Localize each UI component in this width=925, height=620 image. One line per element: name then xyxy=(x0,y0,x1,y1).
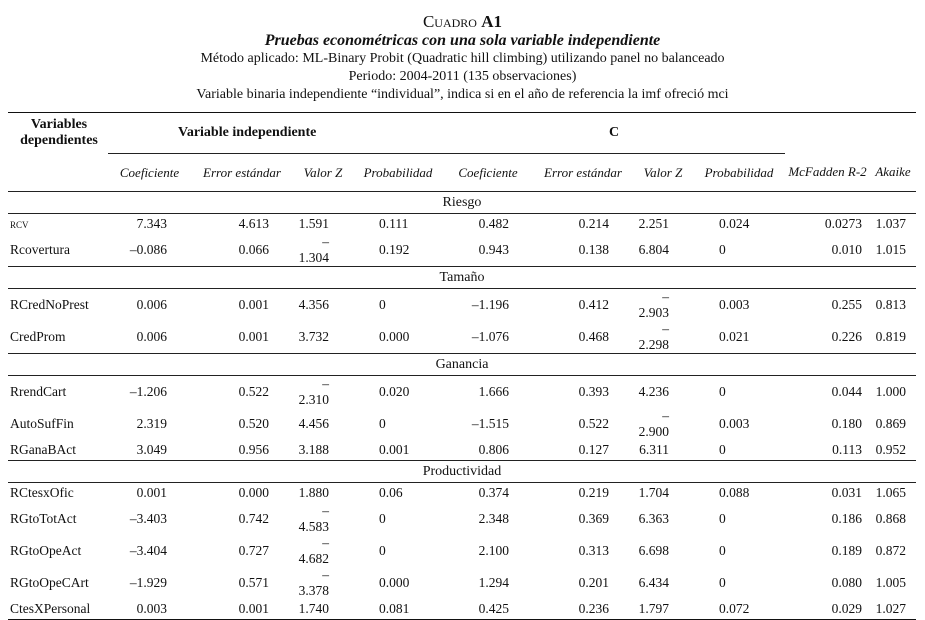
table-cell: 0.374 xyxy=(478,485,509,500)
column-header: Valor Z xyxy=(633,154,693,192)
table-cell: 0.520 xyxy=(238,416,269,431)
column-header: Coeficiente xyxy=(108,154,191,192)
table-cell: 2.100 xyxy=(478,543,509,558)
table-cell: 0.869 xyxy=(875,416,906,431)
table-cell: 0.482 xyxy=(478,216,509,231)
table-cell: 1.704 xyxy=(638,485,669,500)
caption-label: Cuadro A1 xyxy=(422,12,503,31)
table-cell: –1.515 xyxy=(471,416,509,431)
table-cell: 0.127 xyxy=(578,442,609,457)
table-cell: 4.456 xyxy=(298,416,329,431)
table-row xyxy=(8,535,916,567)
table-cell: 0.000 xyxy=(379,329,410,344)
table-cell: 0.180 xyxy=(831,416,862,431)
table-cell: –1.929 xyxy=(129,575,167,590)
table-cell: 0.189 xyxy=(831,543,862,558)
table-cell: 0.412 xyxy=(578,297,609,312)
table-cell: 0.006 xyxy=(136,297,167,312)
table-cell: 6.804 xyxy=(638,242,669,257)
table-cell: 0.468 xyxy=(578,329,609,344)
table-cell: 7.343 xyxy=(136,216,167,231)
table-cell: 0 xyxy=(719,543,726,558)
table-cell: 0.943 xyxy=(478,242,509,257)
table-cell: –2.900 xyxy=(638,408,669,439)
table-cell: 0.571 xyxy=(238,575,269,590)
table-cell: –1.206 xyxy=(129,384,167,399)
table-cell: 0.080 xyxy=(831,575,862,590)
table-cell: 6.363 xyxy=(638,511,669,526)
table-cell: 0.001 xyxy=(136,485,167,500)
table-cell: 6.434 xyxy=(638,575,669,590)
table-cell: 0.001 xyxy=(238,329,269,344)
table-cell: 0.727 xyxy=(238,543,269,558)
header-independent-var: Variable independiente xyxy=(108,113,443,154)
table-cell: 0.138 xyxy=(578,242,609,257)
header-dependent-vars: Variables dependientes xyxy=(8,113,108,154)
table-cell: –3.378 xyxy=(298,567,329,598)
table-cell: 0.952 xyxy=(875,442,906,457)
table-cell: –1.304 xyxy=(298,234,329,265)
table-cell: 0.255 xyxy=(831,297,862,312)
table-cell: 0.044 xyxy=(831,384,862,399)
table-cell: 0.236 xyxy=(533,599,633,620)
table-cell: 1.005 xyxy=(875,575,906,590)
table-cell: 0.003 xyxy=(108,599,191,620)
table-cell: 0.088 xyxy=(719,485,750,500)
table-cell: 0.006 xyxy=(136,329,167,344)
table-cell: 0 xyxy=(719,575,726,590)
table-cell: –3.403 xyxy=(129,511,167,526)
table-cell: 0.819 xyxy=(875,329,906,344)
column-header: Valor Z xyxy=(293,154,353,192)
table-cell: 0.001 xyxy=(191,599,293,620)
section-title: Riesgo xyxy=(8,192,916,214)
table-cell: 0.806 xyxy=(478,442,509,457)
section-title: Productividad xyxy=(8,461,916,483)
table-cell: 0 xyxy=(379,416,386,431)
row-label: CredProm xyxy=(10,329,66,344)
table-cell: –1.076 xyxy=(471,329,509,344)
table-cell: 0.113 xyxy=(832,442,862,457)
caption-method: Método aplicado: ML-Binary Probit (Quadratic hill climbing) utilizando panel no balanceado xyxy=(200,51,725,66)
table-cell: 0.956 xyxy=(238,442,269,457)
table-cell: 0.081 xyxy=(353,599,443,620)
column-header: Probabilidad xyxy=(693,154,785,192)
table-cell: 0.031 xyxy=(831,485,862,500)
table-cell: 1.591 xyxy=(298,216,329,231)
row-label: RCredNoPrest xyxy=(10,297,89,312)
column-header-blank xyxy=(8,154,108,192)
table-cell: 0.003 xyxy=(719,416,750,431)
row-label: AutoSufFin xyxy=(10,416,74,431)
column-header: Probabilidad xyxy=(353,154,443,192)
table-cell: 0.425 xyxy=(443,599,533,620)
table-cell: –3.404 xyxy=(129,543,167,558)
table-cell: 0.219 xyxy=(578,485,609,500)
table-cell: 0.813 xyxy=(875,297,906,312)
table-cell: 0.313 xyxy=(578,543,609,558)
column-header: Error estándar xyxy=(191,154,293,192)
table-cell: 0 xyxy=(719,384,726,399)
table-cell: 1.880 xyxy=(298,485,329,500)
table-cell: 0.010 xyxy=(831,242,862,257)
table-cell: 0.192 xyxy=(379,242,410,257)
table-cell: 0.000 xyxy=(379,575,410,590)
row-label: RGtoOpeCArt xyxy=(10,575,89,590)
table-cell: 0.111 xyxy=(379,216,409,231)
header-constant: C xyxy=(443,113,785,154)
row-label: Rcovertura xyxy=(10,242,70,257)
table-cell: 0.226 xyxy=(831,329,862,344)
table-row xyxy=(8,503,916,535)
table-cell: 1.065 xyxy=(875,485,906,500)
table-cell: 1.015 xyxy=(875,242,906,257)
table-cell: 0.024 xyxy=(719,216,750,231)
section-row xyxy=(8,461,916,483)
table-cell: 1.027 xyxy=(870,599,916,620)
table-cell: 0.393 xyxy=(578,384,609,399)
caption-subtitle: Pruebas econométricas con una sola variable independiente xyxy=(264,32,661,49)
table-cell: 0.742 xyxy=(238,511,269,526)
table-cell: 0 xyxy=(719,242,726,257)
table-cell: –2.310 xyxy=(298,376,329,407)
table-cell: 3.049 xyxy=(136,442,167,457)
column-header: Akaike xyxy=(870,154,916,192)
table-cell: 0.868 xyxy=(875,511,906,526)
table-cell: –4.583 xyxy=(298,503,329,534)
table-cell: 0.0273 xyxy=(824,216,862,231)
table-cell: 0 xyxy=(719,511,726,526)
table-cell: 1.294 xyxy=(478,575,509,590)
table-cell: 0.001 xyxy=(238,297,269,312)
table-cell: 0.029 xyxy=(785,599,870,620)
table-cell: 0.214 xyxy=(578,216,609,231)
table-cell: –2.903 xyxy=(638,289,669,320)
table-row xyxy=(8,376,916,409)
table-cell: 0.06 xyxy=(379,485,403,500)
table-row xyxy=(8,567,916,599)
table-cell: 0 xyxy=(379,511,386,526)
table-cell: 4.613 xyxy=(238,216,269,231)
table-cell: 0.000 xyxy=(238,485,269,500)
column-header: Error estándar xyxy=(533,154,633,192)
table-cell: 0.186 xyxy=(831,511,862,526)
table-cell: 4.356 xyxy=(298,297,329,312)
row-label: rcv xyxy=(10,216,29,231)
table-row xyxy=(8,321,916,354)
section-row xyxy=(8,192,916,214)
column-header: McFadden R-2 xyxy=(785,154,870,192)
results-table xyxy=(8,112,916,620)
table-cell: 0.066 xyxy=(238,242,269,257)
table-cell: 0 xyxy=(719,442,726,457)
table-cell: 0.021 xyxy=(719,329,750,344)
table-cell: 3.188 xyxy=(298,442,329,457)
table-cell: 0.369 xyxy=(578,511,609,526)
table-cell: 0 xyxy=(379,297,386,312)
table-cell: –4.682 xyxy=(298,535,329,566)
table-cell: 2.319 xyxy=(136,416,167,431)
row-label: RGtoTotAct xyxy=(10,511,77,526)
table-row xyxy=(8,408,916,440)
caption-period: Periodo: 2004-2011 (135 observaciones) xyxy=(348,69,577,84)
table-cell: –1.196 xyxy=(471,297,509,312)
table-row xyxy=(8,483,916,504)
table-cell: –2.298 xyxy=(638,321,669,352)
table-row xyxy=(8,599,916,620)
table-cell: 0 xyxy=(379,543,386,558)
table-cell: –0.086 xyxy=(129,242,167,257)
table-cell: 0.522 xyxy=(238,384,269,399)
row-label: RrendCart xyxy=(10,384,67,399)
table-cell: 0.201 xyxy=(578,575,609,590)
section-title: Tamaño xyxy=(8,267,916,289)
row-label: RGtoOpeAct xyxy=(10,543,82,558)
header-blank xyxy=(785,113,916,154)
table-row xyxy=(8,234,916,267)
table-cell: 0.072 xyxy=(693,599,785,620)
section-row xyxy=(8,267,916,289)
table-caption xyxy=(0,12,925,104)
table-cell: 0.020 xyxy=(379,384,410,399)
table-cell: 2.251 xyxy=(638,216,669,231)
table-cell: 1.000 xyxy=(875,384,906,399)
table-cell: 0.522 xyxy=(578,416,609,431)
table-cell: 6.311 xyxy=(639,442,669,457)
row-label: RGanaBAct xyxy=(10,442,76,457)
table-cell: 3.732 xyxy=(298,329,329,344)
table-cell: 6.698 xyxy=(638,543,669,558)
table-row xyxy=(8,289,916,322)
table-cell: 0.003 xyxy=(719,297,750,312)
table-cell: 1.037 xyxy=(875,216,906,231)
section-row xyxy=(8,354,916,376)
table-cell: 2.348 xyxy=(478,511,509,526)
column-header: Coeficiente xyxy=(443,154,533,192)
table-cell: 0.001 xyxy=(379,442,410,457)
table-cell: 1.740 xyxy=(293,599,353,620)
table-row xyxy=(8,440,916,461)
table-cell: 0.872 xyxy=(875,543,906,558)
row-label: RCtesxOfic xyxy=(10,485,74,500)
section-title: Ganancia xyxy=(8,354,916,376)
caption-variable-note: Variable binaria independiente “individual”, indica si en el año de referencia la imf ofreció mci xyxy=(196,87,729,102)
table-cell: 1.797 xyxy=(633,599,693,620)
table-row xyxy=(8,214,916,235)
table-cell: 4.236 xyxy=(638,384,669,399)
table-cell: 1.666 xyxy=(478,384,509,399)
row-label: CtesXPersonal xyxy=(8,599,108,620)
